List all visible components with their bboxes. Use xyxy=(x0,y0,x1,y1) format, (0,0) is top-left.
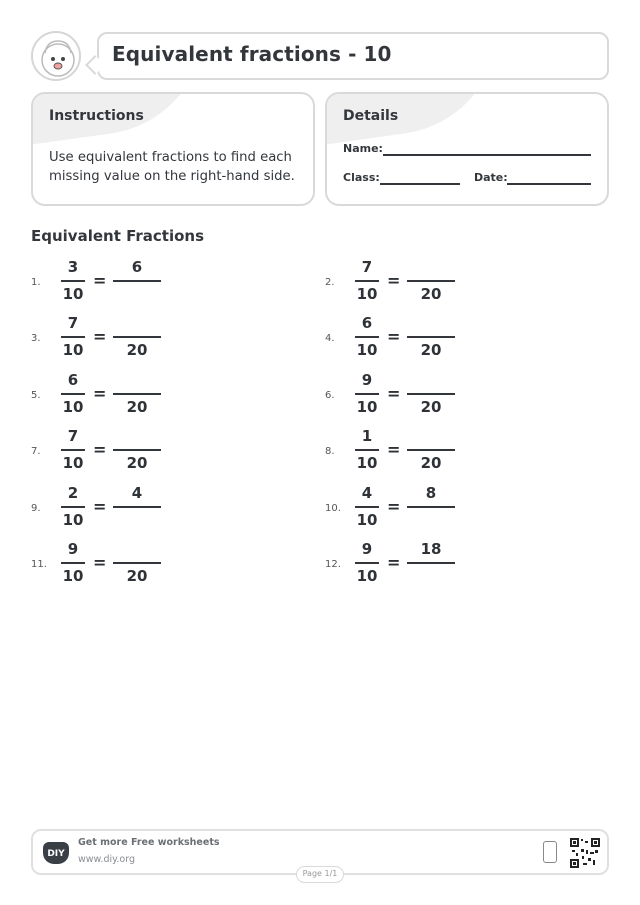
equals-sign: = xyxy=(93,327,107,346)
problem-11 xyxy=(31,540,231,596)
answer-bar xyxy=(113,336,161,338)
instructions-card xyxy=(31,92,315,206)
equals-sign: = xyxy=(387,271,401,290)
instructions-text: Use equivalent fractions to find each missing value on the right-hand side. xyxy=(49,150,295,184)
answer-bar xyxy=(113,506,161,508)
fraction-bar xyxy=(61,393,85,395)
problem-8 xyxy=(325,427,525,483)
footer-promo[interactable]: Get more Free worksheets xyxy=(78,837,220,848)
class-field[interactable] xyxy=(380,183,460,185)
fraction-denominator: 10 xyxy=(62,567,84,585)
fraction-denominator: 10 xyxy=(62,341,84,359)
problem-12 xyxy=(325,540,525,596)
answer-denominator[interactable]: 20 xyxy=(126,454,148,472)
problem-number: 10. xyxy=(325,503,341,514)
answer-bar xyxy=(407,506,455,508)
fraction-bar xyxy=(61,449,85,451)
fraction-bar xyxy=(355,336,379,338)
answer-denominator[interactable]: 20 xyxy=(126,341,148,359)
problem-2 xyxy=(325,258,525,314)
fraction-numerator: 9 xyxy=(67,540,79,558)
problem-10 xyxy=(325,484,525,540)
yeti-mascot-icon xyxy=(31,31,81,81)
answer-denominator[interactable]: 20 xyxy=(420,398,442,416)
fraction-denominator: 10 xyxy=(356,341,378,359)
fraction-bar xyxy=(355,280,379,282)
answer-numerator[interactable]: 4 xyxy=(131,484,143,502)
fraction-denominator: 10 xyxy=(62,398,84,416)
problem-number: 4. xyxy=(325,333,335,344)
fraction-numerator: 6 xyxy=(67,371,79,389)
name-field[interactable] xyxy=(383,154,591,156)
fraction-numerator: 1 xyxy=(361,427,373,445)
page-indicator: Page 1/1 xyxy=(296,866,344,883)
section-title: Equivalent Fractions xyxy=(31,227,205,245)
fraction-bar xyxy=(355,506,379,508)
phone-icon xyxy=(543,841,557,863)
answer-denominator[interactable]: 20 xyxy=(420,341,442,359)
problem-number: 12. xyxy=(325,559,341,570)
equals-sign: = xyxy=(387,327,401,346)
name-label: Name: xyxy=(343,142,383,155)
problem-number: 11. xyxy=(31,559,47,570)
equals-sign: = xyxy=(387,440,401,459)
answer-bar xyxy=(407,280,455,282)
fraction-bar xyxy=(61,506,85,508)
equals-sign: = xyxy=(93,440,107,459)
equals-sign: = xyxy=(93,384,107,403)
details-card xyxy=(325,92,609,206)
fraction-bar xyxy=(61,336,85,338)
problem-1 xyxy=(31,258,231,314)
answer-denominator[interactable]: 20 xyxy=(126,398,148,416)
problem-number: 1. xyxy=(31,277,41,288)
equals-sign: = xyxy=(93,497,107,516)
fraction-denominator: 10 xyxy=(62,511,84,529)
fraction-numerator: 3 xyxy=(67,258,79,276)
fraction-numerator: 4 xyxy=(361,484,373,502)
answer-bar xyxy=(113,562,161,564)
problem-7 xyxy=(31,427,231,483)
fraction-bar xyxy=(61,562,85,564)
equals-sign: = xyxy=(387,553,401,572)
problem-5 xyxy=(31,371,231,427)
equals-sign: = xyxy=(93,553,107,572)
class-label: Class: xyxy=(343,171,380,184)
fraction-denominator: 10 xyxy=(356,454,378,472)
fraction-denominator: 10 xyxy=(356,567,378,585)
details-heading: Details xyxy=(343,108,399,124)
problem-number: 6. xyxy=(325,390,335,401)
fraction-denominator: 10 xyxy=(62,454,84,472)
fraction-denominator: 10 xyxy=(356,285,378,303)
fraction-bar xyxy=(355,393,379,395)
fraction-numerator: 9 xyxy=(361,540,373,558)
qr-code-icon[interactable] xyxy=(570,838,600,868)
answer-bar xyxy=(407,562,455,564)
fraction-numerator: 2 xyxy=(67,484,79,502)
problem-3 xyxy=(31,314,231,370)
problem-number: 2. xyxy=(325,277,335,288)
fraction-bar xyxy=(61,280,85,282)
fraction-denominator: 10 xyxy=(356,511,378,529)
problem-number: 5. xyxy=(31,390,41,401)
date-label: Date: xyxy=(474,171,508,184)
instructions-heading: Instructions xyxy=(49,108,144,124)
problem-number: 7. xyxy=(31,446,41,457)
equals-sign: = xyxy=(387,384,401,403)
answer-bar xyxy=(407,449,455,451)
fraction-numerator: 7 xyxy=(67,427,79,445)
fraction-bar xyxy=(355,449,379,451)
answer-bar xyxy=(113,280,161,282)
answer-numerator[interactable]: 8 xyxy=(425,484,437,502)
fraction-numerator: 6 xyxy=(361,314,373,332)
problem-9 xyxy=(31,484,231,540)
answer-denominator[interactable]: 20 xyxy=(420,454,442,472)
fraction-denominator: 10 xyxy=(62,285,84,303)
problem-number: 9. xyxy=(31,503,41,514)
problem-number: 3. xyxy=(31,333,41,344)
fraction-numerator: 7 xyxy=(361,258,373,276)
date-field[interactable] xyxy=(507,183,591,185)
answer-bar xyxy=(407,336,455,338)
problem-4 xyxy=(325,314,525,370)
fraction-denominator: 10 xyxy=(356,398,378,416)
fraction-numerator: 9 xyxy=(361,371,373,389)
footer-url[interactable]: www.diy.org xyxy=(78,854,135,865)
equals-sign: = xyxy=(387,497,401,516)
answer-bar xyxy=(113,393,161,395)
equals-sign: = xyxy=(93,271,107,290)
answer-bar xyxy=(407,393,455,395)
answer-denominator[interactable]: 20 xyxy=(126,567,148,585)
answer-denominator[interactable]: 20 xyxy=(420,285,442,303)
answer-numerator[interactable]: 6 xyxy=(131,258,143,276)
fraction-bar xyxy=(355,562,379,564)
fraction-numerator: 7 xyxy=(67,314,79,332)
diy-logo: DIY xyxy=(43,842,69,864)
problem-number: 8. xyxy=(325,446,335,457)
page-title: Equivalent fractions - 10 xyxy=(112,42,392,66)
problem-6 xyxy=(325,371,525,427)
answer-bar xyxy=(113,449,161,451)
answer-numerator[interactable]: 18 xyxy=(420,540,442,558)
